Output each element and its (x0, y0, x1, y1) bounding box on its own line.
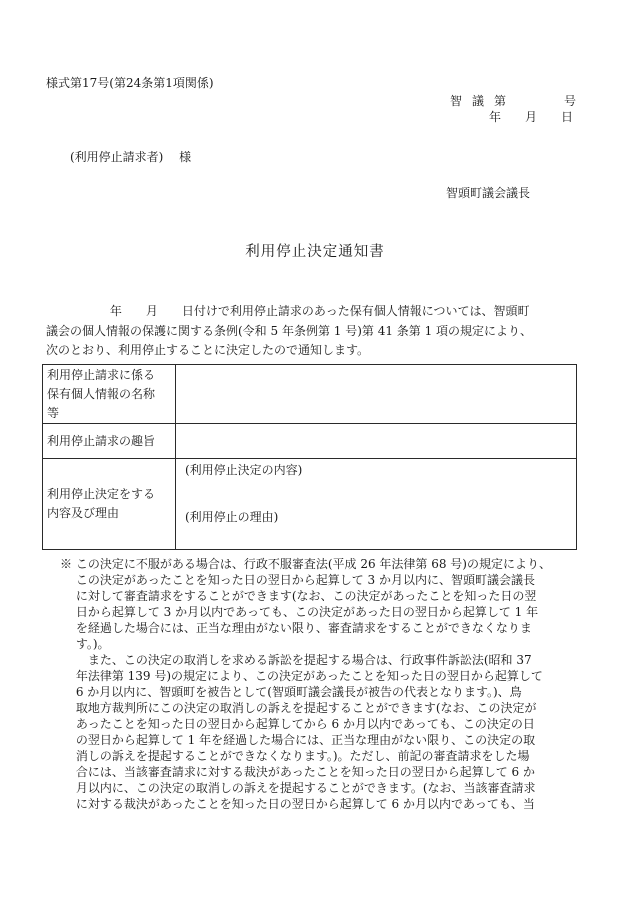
sender: 智頭町議会議長 (446, 186, 531, 200)
label-line: 内容及び理由 (47, 506, 120, 520)
note-line: 合には、当該審査請求に対する裁決があったことを知った日の翌日から起算して 6 か (60, 765, 535, 779)
form-number: 様式第17号(第24条第1項関係) (46, 76, 214, 90)
note-line: ※ この決定に不服がある場合は、行政不服審査法(平成 26 年法律第 68 号)の規定により、 (60, 557, 551, 571)
note-line: 6 か月以内に、智頭町を被告として(智頭町議会議長が被告の代表となります。)、鳥 (60, 685, 522, 699)
doc-number-part: 第 (494, 94, 507, 108)
body-line: 議会の個人情報の保護に関する条例(令和 5 年条例第 1 号)第 41 条第 1 項の規定により、 (46, 323, 533, 338)
notice-body (46, 302, 586, 361)
note-line: に対する裁決があったことを知った日の翌日から起算して 6 か月以内であっても、当 (60, 797, 535, 811)
row-label-request-purpose: 利用停止請求の趣旨 (43, 424, 176, 459)
body-line: 次のとおり、利用停止することに決定したので通知します。 (46, 343, 370, 357)
document-title: 利用停止決定通知書 (245, 244, 385, 260)
note-line: 取地方裁判所にこの決定の取消しの訴えを提起することができます(なお、この決定が (60, 701, 537, 715)
label-line: 利用停止請求に係る (47, 367, 156, 382)
doc-number-part: 議 (472, 94, 485, 108)
note-line: 日から起算して 3 か月以内であっても、この決定があった日の翌日から起算して 1 年 (60, 605, 539, 619)
document-number (450, 92, 576, 109)
decision-table (42, 364, 577, 550)
row-value-info-name (176, 365, 577, 424)
note-line: また、この決定の取消しを求める訴訟を提起する場合は、行政事件訴訟法(昭和 37 (60, 653, 532, 667)
note-line: 月以内に、この決定の取消しの訴えを提起することができます。(なお、当該審査請求 (60, 781, 536, 795)
document-date: 年 月 日 (489, 110, 574, 124)
doc-number-part: 智 (450, 94, 463, 108)
note-line: の翌日から起算して 1 年を経過した場合には、正当な理由がない限り、この決定の取 (60, 733, 536, 747)
table-row (43, 459, 577, 550)
label-line: 保有個人情報の名称 (47, 386, 156, 401)
table-row (43, 365, 577, 424)
label-line: 等 (47, 405, 60, 420)
decision-content-label: (利用停止決定の内容) (185, 463, 303, 477)
note-line: 年法律第 139 号)の規定により、この決定があったことを知った日の翌日から起算して (60, 669, 543, 683)
note-line: 消しの訴えを提起することができなくなります。)。ただし、前記の審査請求をした場 (60, 749, 530, 763)
row-value-request-purpose (176, 424, 577, 459)
note-line: この決定があったことを知った日の翌日から起算して 3 か月以内に、智頭町議会議長 (60, 573, 535, 587)
label-line: 利用停止決定をする (47, 487, 156, 501)
note-line: を経過した場合には、正当な理由がない限り、審査請求をすることができなくなりま (60, 621, 532, 635)
doc-number-part: 号 (564, 94, 577, 108)
appeal-notes (60, 556, 600, 812)
note-line: に対して審査請求をすることができます(なお、この決定があったことを知った日の翌 (60, 589, 537, 603)
addressee: (利用停止請求者) 様 (70, 150, 192, 164)
note-line: あったことを知った日の翌日から起算してから 6 か月以内であっても、この決定の日 (60, 717, 535, 731)
row-label-info-name (43, 365, 176, 424)
decision-reason-label: (利用停止の理由) (185, 510, 279, 524)
row-label-decision (43, 459, 176, 550)
note-line: す。)。 (60, 637, 110, 651)
table-row (43, 424, 577, 459)
body-line: 年 月 日付けで利用停止請求のあった保有個人情報については、智頭町 (46, 304, 530, 318)
